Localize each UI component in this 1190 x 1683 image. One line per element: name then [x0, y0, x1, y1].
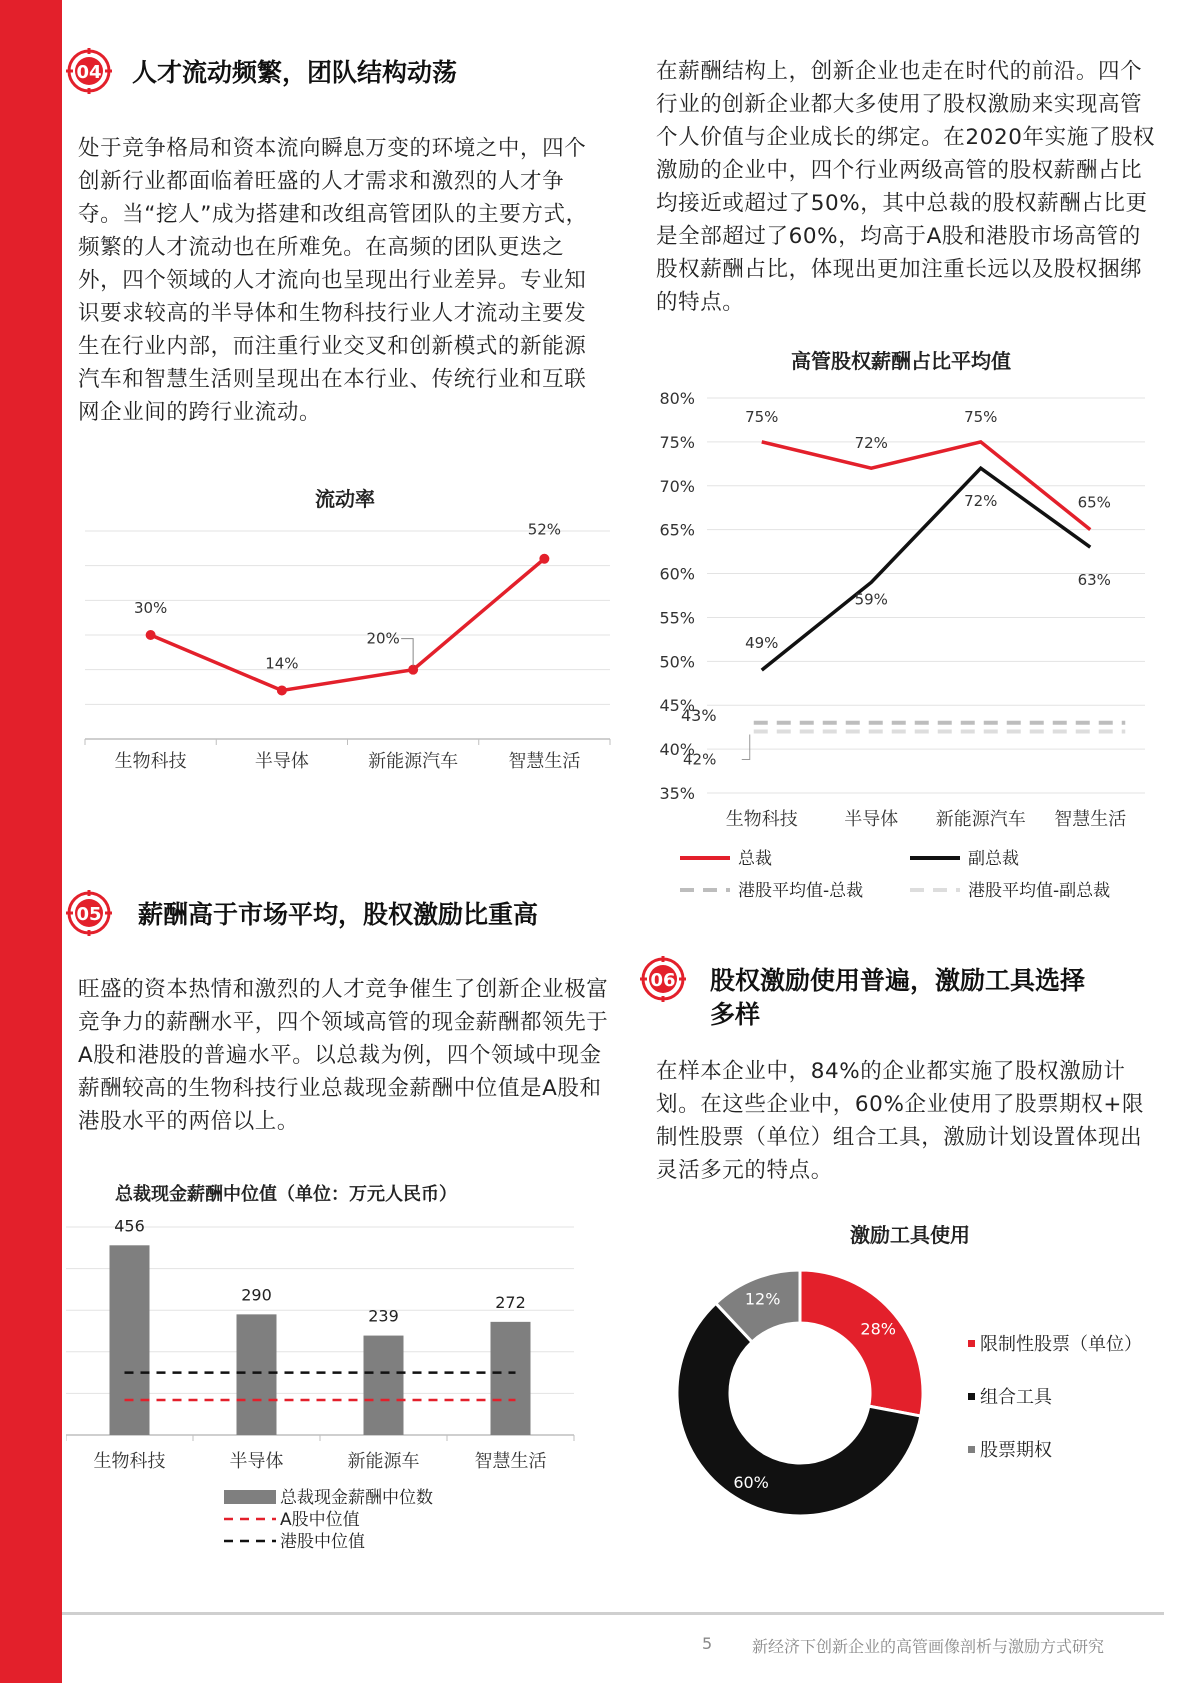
turnover-series-line [151, 559, 545, 691]
cash-pay-chart-legend [224, 1488, 433, 1552]
right-top-paragraph: 在薪酬结构上，创新企业也走在时代的前沿。四个行业的创新企业都大多使用了股权激励来实现高管个人价值与企业成长的绑定。在2020年实施了股权激励的企业中，四个行业两级高管的股权薪酬占比均接近或超过了50%，其中总裁的股权薪酬占比更是全部超过了60%，均高于A股和港股市场高管的股权薪酬占比，体现出更加注重长远以及股权捆绑的特点。 [656, 59, 1156, 315]
equity-vp-label: 72% [964, 492, 998, 511]
cash-pay-chart-x-labels [94, 1451, 547, 1472]
cash-pay-bar [110, 1245, 150, 1435]
footer-title: 新经济下创新企业的高管画像剖析与激励方式研究 [752, 1637, 1105, 1656]
cash-pay-chart-title: 总裁现金薪酬中位值（单位：万元人民币） [115, 1184, 457, 1205]
section-04-paragraph: 处于竞争格局和资本流向瞬息万变的环境之中，四个创新行业都面临着旺盛的人才需求和激烈的人才争夺。当“挖人”成为搭建和改组高管团队的主要方式，频繁的人才流动也在所难免。在高频的团队更迭之外，四个领域的人才流向也呈现出行业差异。专业知识要求较高的半导体和生物科技行业人才流动主要发生在行业内部，而注重行业交叉和创新模式的新能源汽车和智慧生活则呈现出在本行业、传统行业和互联网企业间的跨行业流动。 [78, 136, 588, 425]
equity-hk-president-label: 43% [681, 705, 717, 725]
equity-president-label: 72% [854, 434, 888, 453]
cash-pay-legend-label: A股中位值 [280, 1510, 360, 1530]
turnover-point [277, 685, 287, 695]
section-06-title-line2: 多样 [710, 1000, 761, 1029]
equity-y-tick-label: 75% [659, 432, 695, 452]
tools-legend-swatch [968, 1446, 975, 1453]
equity-y-tick-label: 35% [659, 784, 695, 803]
cash-pay-legend-swatch [224, 1490, 276, 1504]
equity-legend-label: 总裁 [738, 849, 772, 869]
turnover-point [539, 554, 549, 564]
turnover-chart [70, 476, 620, 836]
equity-y-tick-label: 40% [659, 740, 695, 760]
equity-y-tick-label: 70% [659, 476, 695, 496]
turnover-data-label: 30% [133, 599, 168, 617]
equity-hk-vp-label: 42% [683, 750, 717, 769]
section-04-title: 人才流动频繁，团队结构动荡 [132, 58, 458, 87]
turnover-point [146, 630, 156, 640]
equity-ratio-chart-grid [659, 389, 1145, 803]
equity-y-tick-label: 60% [659, 564, 695, 584]
section-05-paragraph: 旺盛的资本热情和激烈的人才竞争催生了创新企业极富竞争力的薪酬水平，四个领域高管的现金薪酬都领先于A股和港股的普遍水平。以总裁为例，四个领域中现金薪酬较高的生物科技行业总裁现金薪酬中位值是A股和港股水平的两倍以上。 [78, 977, 609, 1134]
cash-pay-bar [364, 1336, 404, 1435]
equity-ratio-chart-title: 高管股权薪酬占比平均值 [791, 349, 1011, 373]
tools-legend-swatch [968, 1393, 975, 1400]
cash-pay-chart-marks [110, 1216, 531, 1435]
tools-legend-label: 限制性股票（单位） [980, 1334, 1142, 1355]
section-04-badge [66, 48, 112, 94]
tools-slice-label: 60% [733, 1472, 769, 1492]
cash-pay-data-label: 239 [368, 1306, 399, 1326]
equity-legend-label: 港股平均值-总裁 [738, 881, 864, 901]
cash-pay-legend-label: 总裁现金薪酬中位数 [280, 1488, 433, 1508]
tools-legend-label: 股票期权 [980, 1440, 1052, 1461]
turnover-chart-x-labels [115, 751, 581, 772]
turnover-chart-title: 流动率 [315, 487, 375, 511]
tools-slice-label: 28% [860, 1319, 896, 1339]
cash-pay-bar [237, 1314, 277, 1435]
equity-x-label: 半导体 [844, 809, 899, 830]
turnover-point [408, 665, 418, 675]
tools-slice-label: 12% [744, 1289, 781, 1309]
tools-chart-marks [677, 1270, 923, 1516]
turnover-data-label: 14% [265, 654, 299, 673]
turnover-chart-grid [85, 531, 610, 745]
turnover-x-label: 智慧生活 [508, 751, 581, 772]
equity-y-tick-label: 80% [659, 389, 695, 408]
cash-pay-data-label: 456 [114, 1216, 145, 1236]
section-06-number: 06 [650, 970, 676, 991]
turnover-x-label: 生物科技 [114, 751, 187, 772]
cash-pay-chart [66, 1172, 591, 1572]
equity-x-label: 生物科技 [725, 809, 798, 830]
equity-ratio-chart-x-labels [726, 809, 1127, 830]
equity-y-tick-label: 45% [659, 696, 695, 716]
section-06-paragraph: 在样本企业中，84%的企业都实施了股权激励计划。在这些企业中，60%企业使用了股票期权+限制性股票（单位）组合工具，激励计划设置体现出灵活多元的特点。 [656, 1059, 1145, 1183]
section-05-badge [66, 890, 112, 936]
equity-series-line-1 [762, 468, 1091, 670]
tools-legend-label: 组合工具 [980, 1387, 1052, 1408]
turnover-x-label: 新能源汽车 [368, 751, 459, 772]
section-06-title-line1: 股权激励使用普遍，激励工具选择 [710, 966, 1086, 995]
cash-pay-legend-label: 港股中位值 [280, 1532, 365, 1552]
tools-chart-legend [968, 1334, 1142, 1461]
section-04-number: 04 [76, 62, 102, 83]
section-05-title: 薪酬高于市场平均，股权激励比重高 [138, 900, 539, 929]
equity-vp-label: 49% [745, 634, 779, 653]
equity-x-label: 新能源汽车 [935, 809, 1026, 830]
equity-y-tick-label: 55% [659, 608, 695, 628]
equity-ratio-chart [645, 338, 1170, 908]
equity-legend-label: 副总裁 [968, 849, 1019, 869]
turnover-leader-line [401, 639, 413, 666]
equity-legend-label: 港股平均值-副总裁 [968, 881, 1111, 901]
equity-leader-line [742, 735, 750, 760]
equity-y-tick-label: 65% [659, 520, 695, 540]
cash-pay-x-label: 生物科技 [93, 1451, 166, 1472]
equity-president-label: 75% [745, 407, 779, 426]
equity-president-label: 65% [1077, 493, 1111, 512]
equity-x-label: 智慧生活 [1054, 809, 1127, 830]
equity-president-label: 75% [964, 407, 998, 426]
turnover-x-label: 半导体 [254, 751, 309, 772]
left-red-band [0, 0, 62, 1683]
section-05-number: 05 [76, 904, 102, 925]
equity-ratio-chart-marks [681, 408, 1125, 769]
tools-slice [800, 1270, 923, 1416]
tools-chart-title: 激励工具使用 [850, 1223, 970, 1247]
cash-pay-x-label: 智慧生活 [474, 1451, 547, 1472]
equity-ratio-chart-legend [680, 849, 1110, 901]
cash-pay-data-label: 272 [495, 1292, 526, 1312]
cash-pay-x-label: 新能源车 [347, 1451, 420, 1472]
cash-pay-bar [491, 1322, 531, 1435]
tools-chart [660, 1210, 1170, 1530]
equity-y-tick-label: 50% [659, 652, 695, 672]
cash-pay-x-label: 半导体 [229, 1451, 284, 1472]
turnover-data-label: 52% [527, 520, 562, 539]
equity-vp-label: 63% [1077, 571, 1111, 590]
turnover-data-label: 20% [366, 629, 400, 648]
footer-divider [62, 1612, 1164, 1615]
equity-vp-label: 59% [854, 590, 888, 609]
section-06-badge [640, 956, 686, 1002]
cash-pay-data-label: 290 [241, 1285, 272, 1305]
tools-legend-swatch [968, 1340, 975, 1347]
footer-page-number: 5 [702, 1634, 713, 1653]
